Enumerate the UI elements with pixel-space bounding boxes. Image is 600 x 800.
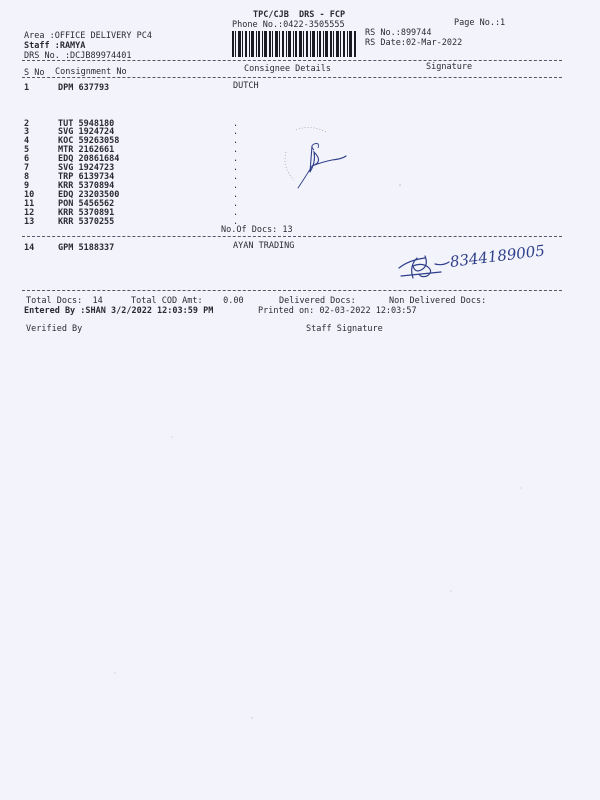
row-2-consignee: .: [233, 119, 239, 129]
staff-signature: Staff Signature: [306, 324, 383, 334]
rs-date: RS Date:02-Mar-2022: [365, 38, 463, 48]
row-9-consignee: .: [233, 181, 239, 191]
area-label: Area :OFFICE DELIVERY PC4: [24, 31, 152, 41]
total-docs: Total Docs: 14: [26, 296, 103, 306]
page-number: Page No.:1: [454, 18, 506, 28]
row-7-consignment: SVG 1924723: [58, 163, 115, 173]
row-13-consignee: .: [233, 217, 239, 227]
row-12-sno: 12: [24, 208, 35, 218]
row-4-sno: 4: [24, 136, 30, 146]
row-3-sno: 3: [24, 127, 30, 137]
row-5-sno: 5: [24, 145, 30, 155]
row-7-sno: 7: [24, 163, 30, 173]
entered-by: Entered By :SHAN 3/2/2022 12:03:59 PM: [24, 306, 214, 316]
row-8-consignment: TRP 6139734: [58, 172, 115, 182]
row-14-consignment: GPM 5188337: [58, 243, 115, 253]
row-8-sno: 8: [24, 172, 30, 182]
row-11-consignee: .: [233, 199, 239, 209]
total-cod-amount: Total COD Amt: 0.00: [131, 296, 244, 306]
staff-label: Staff :RAMYA: [24, 41, 86, 51]
delivered-docs: Delivered Docs:: [279, 296, 356, 306]
drs-number: DRS No. :DCJB89974401: [24, 51, 132, 61]
col-consignment: Consignment No: [55, 67, 127, 77]
row-12-consignee: .: [233, 208, 239, 218]
row-7-consignee: .: [233, 163, 239, 173]
col-consignee: Consignee Details: [244, 64, 331, 74]
header-divider: [22, 60, 562, 61]
row-3-consignment: SVG 1924724: [58, 127, 115, 137]
row-14-sno: 14: [24, 243, 35, 253]
row-13-sno: 13: [24, 217, 35, 227]
printed-on: Printed on: 02-03-2022 12:03:57: [258, 306, 417, 316]
row-9-consignment: KRR 5370894: [58, 181, 115, 191]
row-8-consignee: .: [233, 172, 239, 182]
phone-number: Phone No.:0422-3505555: [232, 20, 345, 30]
group-doc-count: No.Of Docs: 13: [221, 225, 293, 235]
row-5-consignment: MTR 2162661: [58, 145, 115, 155]
column-divider: [22, 77, 562, 78]
rs-number: RS No.:899744: [365, 28, 432, 38]
row-10-consignment: EDQ 23203500: [58, 190, 120, 200]
row-2-consignment: TUT 5948180: [58, 119, 115, 129]
row-6-sno: 6: [24, 154, 30, 164]
row-1-consignee: DUTCH: [233, 81, 259, 91]
barcode: [232, 31, 356, 57]
verified-by: Verified By: [26, 324, 83, 334]
row-4-consignee: .: [233, 136, 239, 146]
handwritten-phone: 8344189005: [448, 241, 546, 271]
row-9-sno: 9: [24, 181, 30, 191]
row-1-sno: 1: [24, 83, 30, 93]
row-14-consignee: AYAN TRADING: [233, 241, 295, 251]
row-10-sno: 10: [24, 190, 35, 200]
col-sno: S No: [24, 68, 45, 78]
row-10-consignee: .: [233, 190, 239, 200]
row-3-consignee: .: [233, 127, 239, 137]
row-6-consignment: EDQ 20861684: [58, 154, 120, 164]
row-11-consignment: PON 5456562: [58, 199, 115, 209]
row-5-consignee: .: [233, 145, 239, 155]
non-delivered-docs: Non Delivered Docs:: [389, 296, 487, 306]
row-6-consignee: .: [233, 154, 239, 164]
document-title: TPC/CJB DRS - FCP: [253, 10, 346, 20]
row-1-consignment: DPM 637793: [58, 83, 110, 93]
col-signature: Signature: [426, 62, 473, 72]
row-11-sno: 11: [24, 199, 35, 209]
handwritten-signature-1: [278, 122, 358, 194]
footer-divider: [22, 290, 562, 291]
group-divider: [22, 236, 562, 237]
row-12-consignment: KRR 5370891: [58, 208, 115, 218]
row-4-consignment: KOC 59263058: [58, 136, 120, 146]
row-13-consignment: KRR 5370255: [58, 217, 115, 227]
row-2-sno: 2: [24, 119, 30, 129]
